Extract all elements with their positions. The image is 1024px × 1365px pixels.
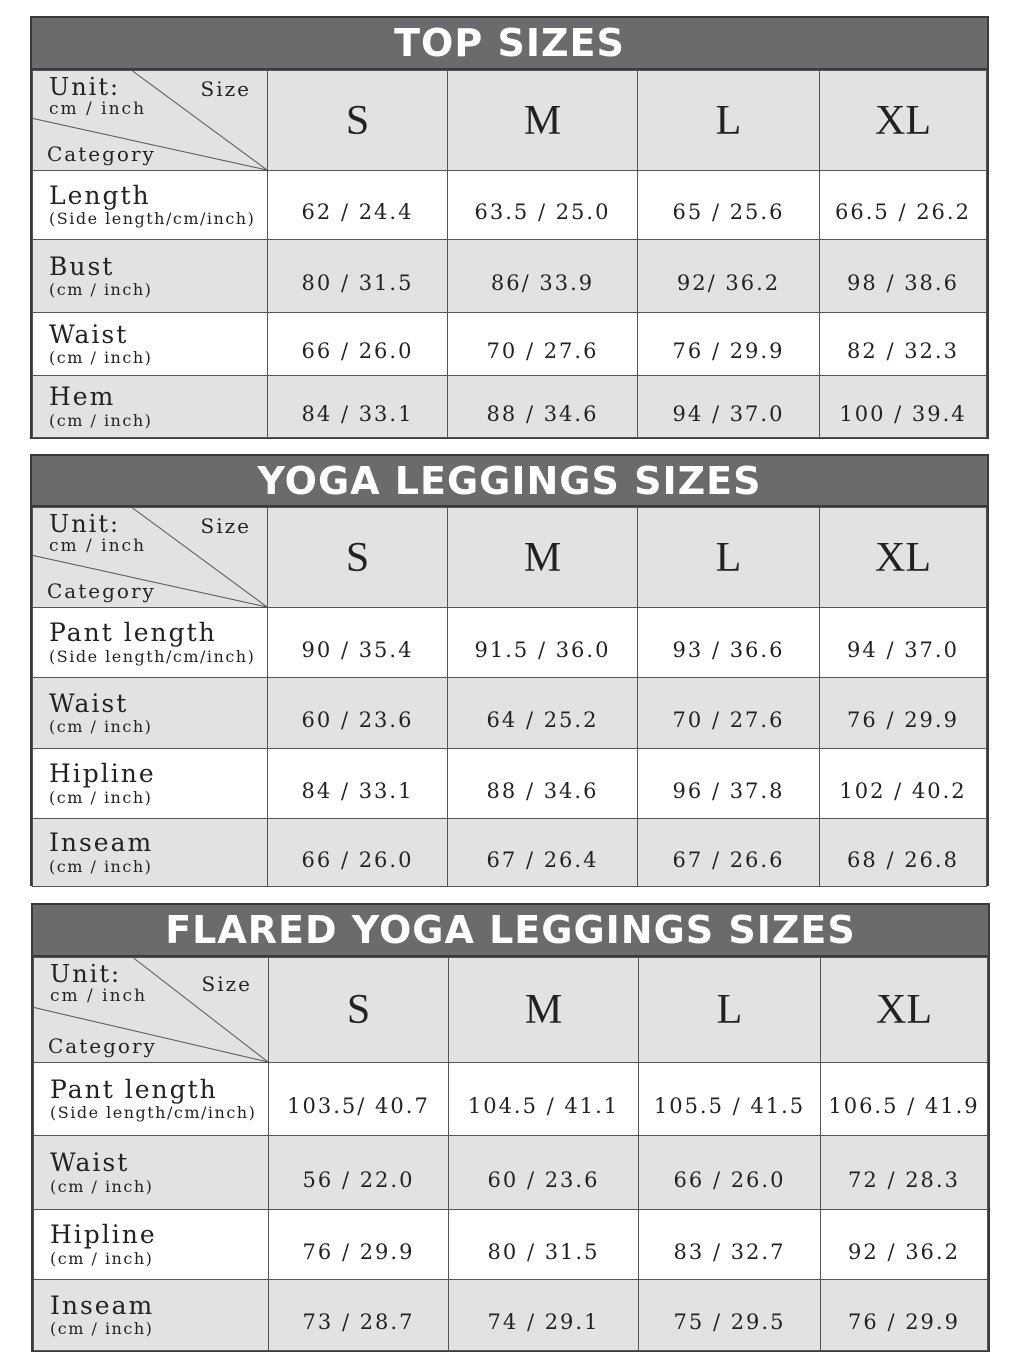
value-cell: 67 / 26.6 [638, 819, 820, 887]
value-cell: 70 / 27.6 [638, 678, 820, 749]
value-cell: 56 / 22.0 [269, 1136, 449, 1210]
unit-value: cm / inch [49, 536, 147, 556]
value-cell: 75 / 29.5 [639, 1280, 821, 1351]
value-cell: 72 / 28.3 [821, 1136, 988, 1210]
header-row [33, 508, 987, 608]
size-header-m: M [448, 508, 638, 608]
value-cell: 63.5 / 25.0 [448, 171, 638, 240]
size-header-xl: XL [820, 508, 987, 608]
size-chart-top [30, 16, 989, 439]
category-cell [33, 749, 268, 819]
size-header-l: L [638, 508, 820, 608]
value-cell: 66 / 26.0 [268, 313, 448, 376]
size-label: Size [200, 514, 251, 538]
chart-title: TOP SIZES [32, 18, 987, 70]
category-name: Bust [49, 251, 115, 281]
size-header-s: S [269, 958, 449, 1063]
category-cell [34, 1280, 269, 1351]
size-header-l: L [639, 958, 821, 1063]
table-row [34, 1280, 988, 1351]
category-name: Waist [49, 688, 129, 718]
value-cell: 65 / 25.6 [638, 171, 820, 240]
category-unit: (cm / inch) [49, 280, 153, 300]
category-name: Inseam [49, 828, 154, 858]
category-name: Waist [49, 319, 129, 349]
value-cell: 66 / 26.0 [639, 1136, 821, 1210]
category-unit: (cm / inch) [49, 348, 153, 368]
value-cell: 92/ 36.2 [638, 240, 820, 313]
table-row [33, 313, 987, 376]
category-cell [33, 171, 268, 240]
category-name: Pant length [50, 1074, 218, 1104]
unit-label: Unit: [49, 73, 121, 101]
value-cell: 104.5 / 41.1 [449, 1063, 639, 1136]
size-header-s: S [268, 71, 448, 171]
value-cell: 83 / 32.7 [639, 1210, 821, 1280]
size-label: Size [200, 77, 251, 101]
value-cell: 84 / 33.1 [268, 376, 448, 438]
category-cell [34, 1063, 269, 1136]
category-cell [34, 1210, 269, 1280]
value-cell: 90 / 35.4 [268, 608, 448, 678]
category-unit: (Side length/cm/inch) [49, 209, 256, 229]
value-cell: 88 / 34.6 [448, 376, 638, 438]
table-row [33, 678, 987, 749]
category-name: Hipline [49, 759, 156, 789]
value-cell: 100 / 39.4 [820, 376, 987, 438]
value-cell: 64 / 25.2 [448, 678, 638, 749]
value-cell: 60 / 23.6 [449, 1136, 639, 1210]
category-label: Category [48, 1034, 157, 1058]
corner-cell [33, 71, 268, 171]
value-cell: 66 / 26.0 [268, 819, 448, 887]
category-name: Waist [50, 1148, 130, 1178]
value-cell: 96 / 37.8 [638, 749, 820, 819]
value-cell: 74 / 29.1 [449, 1280, 639, 1351]
category-label: Category [47, 142, 156, 166]
value-cell: 80 / 31.5 [449, 1210, 639, 1280]
size-header-s: S [268, 508, 448, 608]
size-chart-flared-yoga-leggings [31, 903, 990, 1352]
table-row [34, 1063, 988, 1136]
size-header-xl: XL [820, 71, 987, 171]
unit-label: Unit: [49, 510, 121, 538]
value-cell: 102 / 40.2 [820, 749, 987, 819]
category-unit: (Side length/cm/inch) [49, 646, 256, 666]
category-name: Inseam [50, 1290, 155, 1320]
value-cell: 68 / 26.8 [820, 819, 987, 887]
value-cell: 94 / 37.0 [820, 608, 987, 678]
category-cell [33, 819, 268, 887]
size-table [32, 70, 987, 438]
value-cell: 76 / 29.9 [821, 1280, 988, 1351]
category-cell [33, 376, 268, 438]
value-cell: 60 / 23.6 [268, 678, 448, 749]
table-row [34, 1136, 988, 1210]
size-header-l: L [638, 71, 820, 171]
size-chart-yoga-leggings [30, 454, 989, 886]
table-row [33, 819, 987, 887]
category-name: Pant length [49, 618, 217, 648]
category-unit: (cm / inch) [49, 787, 153, 807]
value-cell: 91.5 / 36.0 [448, 608, 638, 678]
value-cell: 76 / 29.9 [638, 313, 820, 376]
value-cell: 88 / 34.6 [448, 749, 638, 819]
category-name: Hipline [50, 1220, 157, 1250]
table-row [33, 749, 987, 819]
category-cell [33, 608, 268, 678]
table-row [34, 1210, 988, 1280]
size-table [32, 507, 987, 887]
value-cell: 103.5/ 40.7 [269, 1063, 449, 1136]
category-name: Length [49, 180, 151, 210]
size-header-m: M [449, 958, 639, 1063]
category-unit: (cm / inch) [50, 1176, 154, 1196]
unit-value: cm / inch [49, 99, 147, 119]
value-cell: 82 / 32.3 [820, 313, 987, 376]
size-table [33, 957, 988, 1351]
size-header-xl: XL [821, 958, 988, 1063]
header-row [34, 958, 988, 1063]
value-cell: 93 / 36.6 [638, 608, 820, 678]
value-cell: 86/ 33.9 [448, 240, 638, 313]
value-cell: 76 / 29.9 [269, 1210, 449, 1280]
value-cell: 67 / 26.4 [448, 819, 638, 887]
value-cell: 84 / 33.1 [268, 749, 448, 819]
category-cell [33, 240, 268, 313]
table-row [33, 240, 987, 313]
category-cell [34, 1136, 269, 1210]
unit-label: Unit: [50, 960, 122, 988]
category-label: Category [47, 579, 156, 603]
corner-cell [34, 958, 269, 1063]
category-cell [33, 678, 268, 749]
category-unit: (cm / inch) [49, 717, 153, 737]
corner-cell [33, 508, 268, 608]
category-name: Hem [49, 382, 116, 412]
category-unit: (cm / inch) [50, 1319, 154, 1339]
category-cell [33, 313, 268, 376]
header-row [33, 71, 987, 171]
value-cell: 106.5 / 41.9 [821, 1063, 988, 1136]
category-unit: (Side length/cm/inch) [50, 1103, 257, 1123]
category-unit: (cm / inch) [49, 410, 153, 430]
value-cell: 73 / 28.7 [269, 1280, 449, 1351]
value-cell: 76 / 29.9 [820, 678, 987, 749]
value-cell: 66.5 / 26.2 [820, 171, 987, 240]
table-row [33, 376, 987, 438]
value-cell: 80 / 31.5 [268, 240, 448, 313]
category-unit: (cm / inch) [49, 856, 153, 876]
value-cell: 70 / 27.6 [448, 313, 638, 376]
unit-value: cm / inch [50, 986, 148, 1006]
table-row [33, 171, 987, 240]
value-cell: 94 / 37.0 [638, 376, 820, 438]
chart-title: YOGA LEGGINGS SIZES [32, 456, 987, 507]
value-cell: 98 / 38.6 [820, 240, 987, 313]
size-header-m: M [448, 71, 638, 171]
chart-title: FLARED YOGA LEGGINGS SIZES [33, 905, 988, 957]
value-cell: 105.5 / 41.5 [639, 1063, 821, 1136]
value-cell: 62 / 24.4 [268, 171, 448, 240]
size-label: Size [201, 972, 252, 996]
value-cell: 92 / 36.2 [821, 1210, 988, 1280]
category-unit: (cm / inch) [50, 1248, 154, 1268]
table-row [33, 608, 987, 678]
